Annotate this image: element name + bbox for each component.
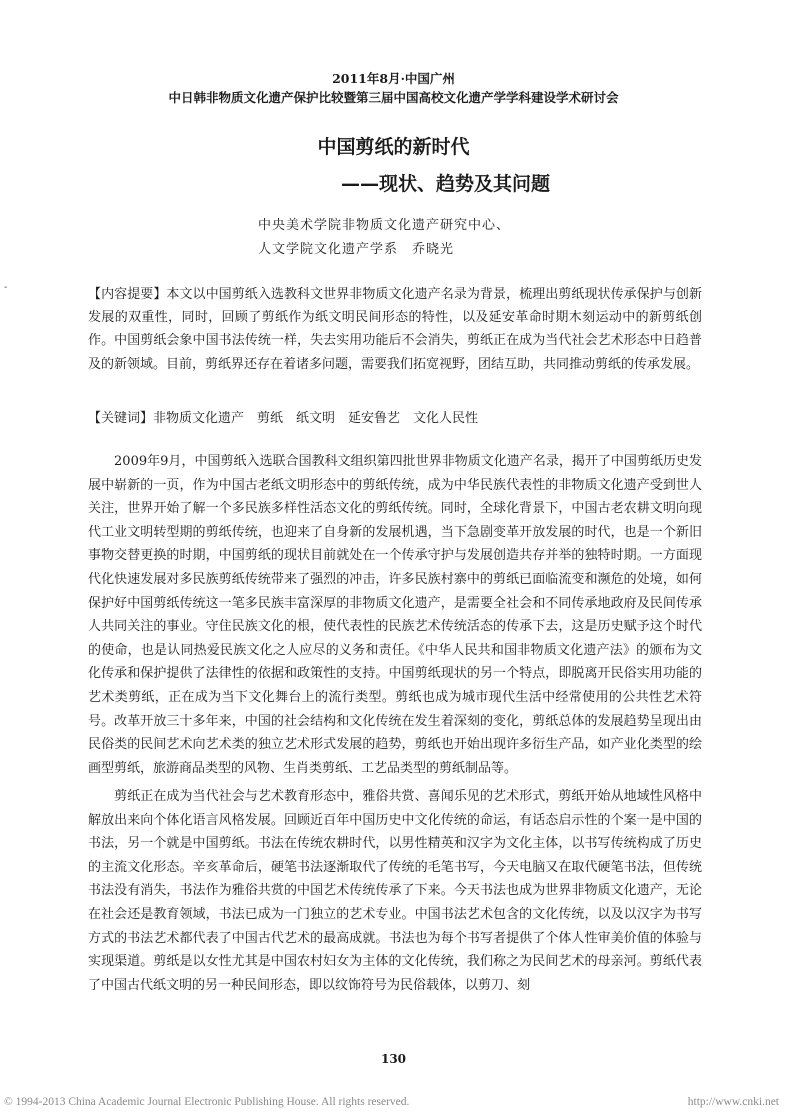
article-title: 中国剪纸的新时代 (317, 136, 470, 158)
margin-mark: - (4, 282, 8, 293)
body-paragraph: 剪纸正在成为当代社会与艺术教育形态中，雅俗共赏、喜闻乐见的艺术形式，剪纸开始从地域性风格中解放出来向个体化语言风格发展。回顾近百年中国历史中文化传统的命运，有话态启示性的个案一是中国的书法，另一个就是中国剪纸。书法在传统农耕时代，以男性精英和汉字为文化主体，以书写传统构成了历史的主流文化形态。辛亥革命后，硬笔书法逐渐取代了传统的毛笔书写，今天电脑又在取代硬笔书法，但传统书法没有消失，书法作为雅俗共赏的中国艺术传统传承了下来。今天书法也成为世界非物质文化遗产，无论在社会还是教育领域，书法已成为一门独立的艺术专业。中国书法艺术包含的文化传统，以及以汉字为书写方式的书法艺术都代表了中国古代艺术的最高成就。书法也为每个书写者提供了个体人性审美价值的体验与实现渠道。剪纸是以女性尤其是中国农村妇女为主体的文化传统，我们称之为民间艺术的母亲河。剪纸代表了中国古代纸文明的另一种民间形态，即以纹饰符号为民俗载体，以剪刀、刻 (88, 789, 702, 993)
conference-name: 中日韩非物质文化遗产保护比较暨第三届中国高校文化遗产学学科建设学术研讨会 (168, 90, 619, 105)
abstract: 【内容提要】本文以中国剪纸入选教科文世界非物质文化遗产名录为背景，梳理出剪纸现状传承保护与创新发展的双重性，同时，回顾了剪纸作为纸文明民间形态的特性，以及延安革命时期木刻运动中的新剪纸创作。中国剪纸会象中国书法传统一样，失去实用功能后不会消失，剪纸正在成为当代社会艺术形态中日趋普及的新领域。目前，剪纸界还存在着诸多问题，需要我们拓宽视野，团结互助，共同推动剪纸的传承发展。 (88, 287, 702, 372)
footer-url[interactable]: http://www.cnki.net (687, 1096, 779, 1108)
author-affiliation-line2: 人文学院文化遗产学系 乔晓光 (258, 242, 455, 257)
copyright-notice: © 1994-2013 China Academic Journal Electronic Publishing House. All rights reserved. (4, 1096, 410, 1108)
page-number: 130 (380, 1052, 407, 1066)
keywords: 【关键词】非物质文化遗产 剪纸 纸文明 延安鲁艺 文化人民性 (88, 411, 479, 426)
article-subtitle: ——现状、趋势及其问题 (340, 173, 550, 195)
conference-date-place: 2011年8月·中国广州 (332, 71, 455, 86)
author-affiliation-line1: 中央美术学院非物质文化遗产研究中心、 (258, 218, 511, 233)
body-paragraph: 2009年9月，中国剪纸入选联合国教科文组织第四批世界非物质文化遗产名录，揭开了中国剪纸历史发展中崭新的一页，作为中国古老纸文明形态中的剪纸传统，成为中华民族代表性的非物质文化遗产受到世人关注，世界开始了解一个多民族多样性活态文化的剪纸传统。同时，全球化背景下，中国古老农耕文明向现代工业文明转型期的剪纸传统，也迎来了自身新的发展机遇，当下急剧变革开放发展的时代，也是一个新旧事物交替更换的时期，中国剪纸的现状目前就处在一个传承守护与发展创造共存并举的独特时期。一方面现代化快速发展对多民族剪纸传统带来了强烈的冲击，许多民族村寨中的剪纸已面临流变和濒危的处境，如何保护好中国剪纸传统这一笔多民族丰富深厚的非物质文化遗产，是需要全社会和不同传承地政府及民间传承人共同关注的事业。守住民族文化的根，使代表性的民族艺术传统活态的传承下去，这是历史赋予这个时代的使命，也是认同热爱民族文化之人应尽的义务和责任。《中华人民共和国非物质文化遗产法》的颁布为文化传承和保护提供了法律性的依据和政策性的支持。中国剪纸现状的另一个特点，即脱离开民俗实用功能的艺术类剪纸，正在成为当下文化舞台上的流行类型。剪纸也成为城市现代生活中经常使用的公共性艺术符号。改革开放三十多年来，中国的社会结构和文化传统在发生着深刻的变化，剪纸总体的发展趋势呈现出由民俗类的民间艺术向艺术类的独立艺术形式发展的趋势，剪纸也开始出现许多衍生产品，如产业化类型的绘画型剪纸，旅游商品类型的风物、生肖类剪纸、工艺品类型的剪纸制品等。 (88, 454, 702, 776)
